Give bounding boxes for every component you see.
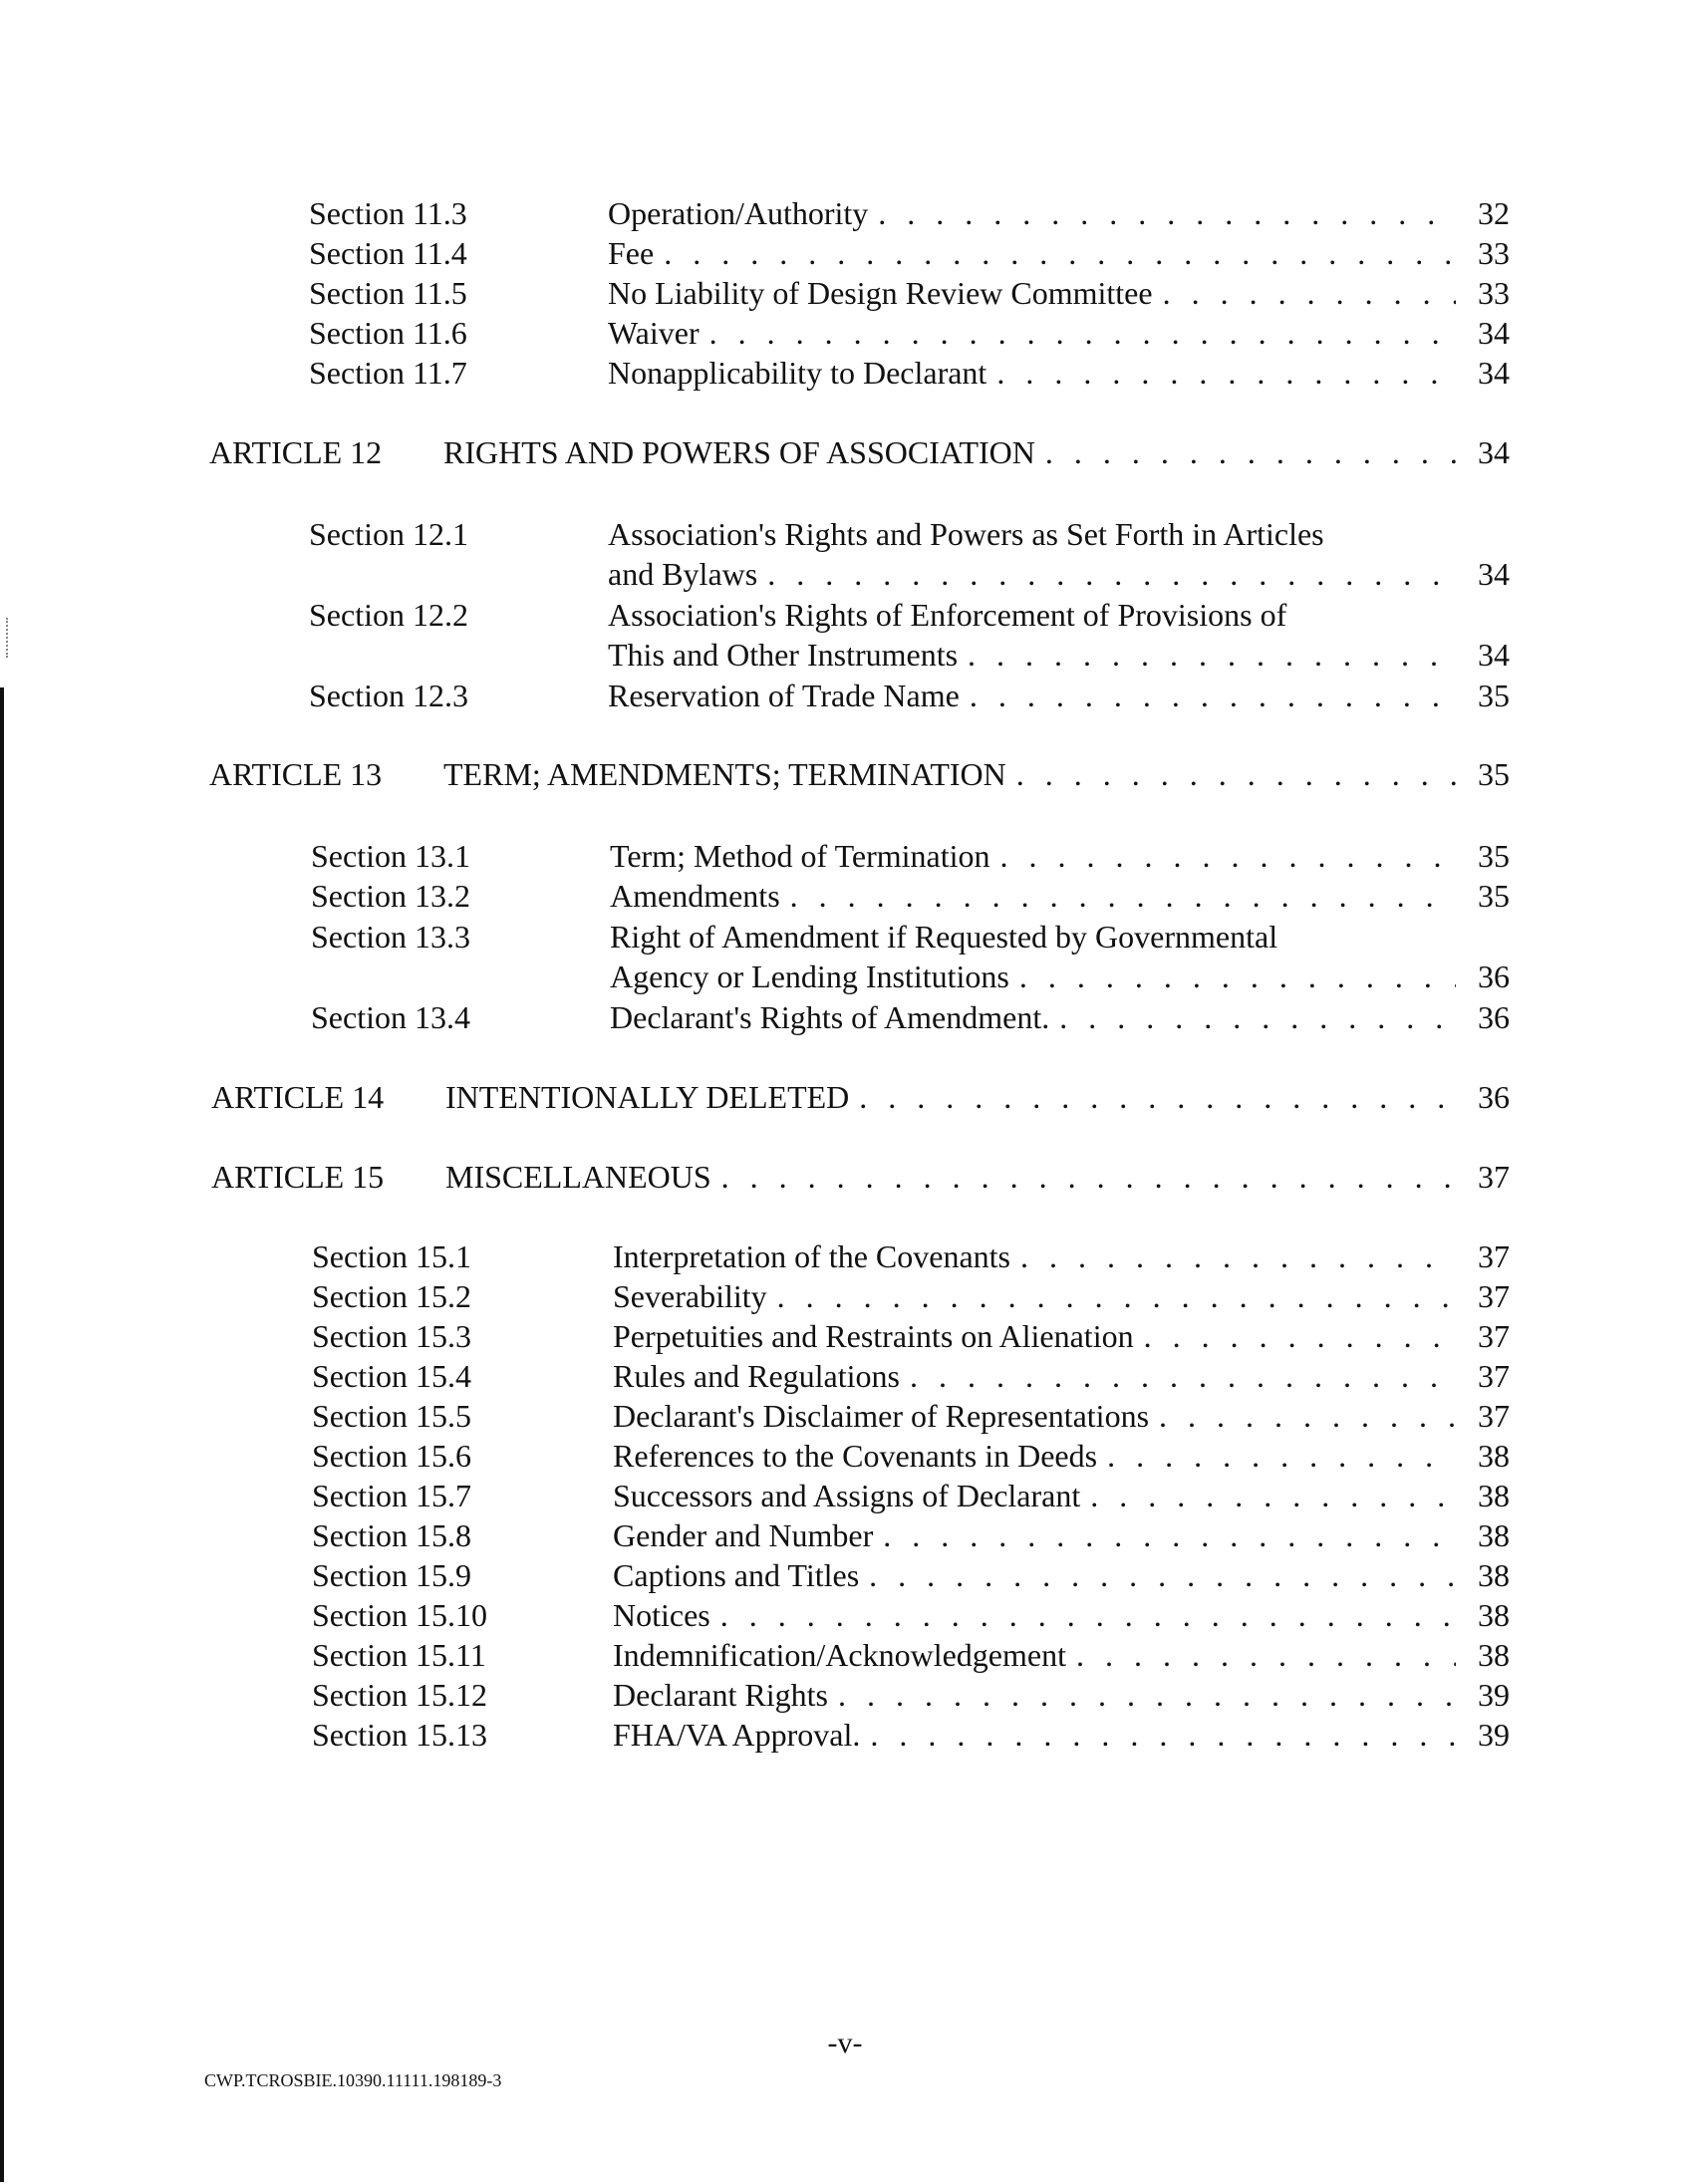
entry-number: Section 15.9 (312, 1557, 471, 1593)
entry-page-number: 39 (1478, 1677, 1510, 1713)
entry-title: Reservation of Trade Name (608, 678, 960, 713)
entry-page-number: 36 (1478, 999, 1510, 1035)
dot-leader (1020, 1236, 1456, 1276)
entry-title-row (613, 1555, 1510, 1595)
entry-page-number: 34 (1478, 355, 1510, 391)
toc-entry-section-13-3[interactable] (0, 917, 1690, 996)
entry-page-number: 37 (1478, 1358, 1510, 1394)
entry-title-row (608, 554, 1510, 594)
entry-page-number: 35 (1478, 838, 1510, 874)
entry-number: Section 15.10 (312, 1597, 487, 1633)
toc-entry-article-13[interactable] (0, 754, 1690, 794)
article-title: TERM; AMENDMENTS; TERMINATION (443, 756, 1006, 792)
toc-entry-section-15-12[interactable] (0, 1675, 1690, 1715)
entry-title: Severability (613, 1278, 767, 1314)
entry-title-row (610, 836, 1510, 876)
toc-entry-article-12[interactable] (0, 432, 1690, 472)
toc-entry-section-15-6[interactable] (0, 1436, 1690, 1476)
entry-number: Section 15.7 (312, 1478, 471, 1513)
dot-leader (996, 353, 1456, 393)
entry-number: Section 11.3 (309, 195, 467, 231)
entry-title: References to the Covenants in Deeds (613, 1438, 1098, 1474)
entry-page-number: 37 (1478, 1278, 1510, 1314)
toc-entry-section-13-2[interactable] (0, 876, 1690, 916)
entry-number: Section 15.8 (312, 1517, 471, 1553)
entry-title-row (608, 635, 1510, 675)
entry-page-number: 36 (1478, 958, 1510, 994)
entry-number: Section 11.6 (309, 315, 467, 351)
dot-leader (883, 1515, 1456, 1555)
entry-title: Successors and Assigns of Declarant (613, 1478, 1081, 1513)
entry-page-number: 33 (1478, 235, 1510, 271)
toc-entry-section-12-1[interactable] (0, 514, 1690, 594)
toc-entry-section-13-1[interactable] (0, 836, 1690, 876)
entry-title-row (613, 1396, 1510, 1436)
entry-number: Section 15.11 (312, 1637, 486, 1673)
article-number: ARTICLE 14 (211, 1079, 385, 1115)
entry-title: Declarant's Rights of Amendment. (610, 999, 1050, 1035)
entry-page-number: 35 (1478, 678, 1510, 713)
entry-title-row (613, 1436, 1510, 1476)
dot-leader (721, 1157, 1456, 1197)
entry-title-row (613, 1236, 1510, 1276)
entry-title: Indemnification/Acknowledgement (613, 1637, 1066, 1673)
entry-number: Section 11.4 (309, 235, 467, 271)
entry-page-number: 38 (1478, 1597, 1510, 1633)
dot-leader (1016, 754, 1456, 794)
dot-leader (968, 635, 1456, 675)
dot-leader (1059, 997, 1456, 1037)
toc-entry-section-15-5[interactable] (0, 1396, 1690, 1436)
entry-title-row (613, 1715, 1510, 1755)
dot-leader (970, 676, 1456, 715)
article-title: MISCELLANEOUS (445, 1159, 711, 1195)
dot-leader (838, 1675, 1456, 1715)
entry-title-row (613, 1515, 1510, 1555)
entry-title-row (613, 1316, 1510, 1356)
entry-title-first-line: Association's Rights of Enforcement of Provisions of (608, 597, 1287, 633)
entry-title-row (443, 754, 1510, 794)
toc-entry-section-15-11[interactable] (0, 1635, 1690, 1675)
entry-page-number: 37 (1478, 1238, 1510, 1274)
dot-leader (664, 233, 1456, 273)
entry-title: Rules and Regulations (613, 1358, 900, 1394)
entry-number: Section 13.4 (311, 999, 470, 1035)
dot-leader (1107, 1436, 1456, 1476)
entry-title-row (613, 1635, 1510, 1675)
entry-title: Fee (608, 235, 655, 271)
entry-title: Interpretation of the Covenants (613, 1238, 1010, 1274)
entry-title-row (608, 273, 1510, 313)
toc-entry-section-15-9[interactable] (0, 1555, 1690, 1595)
footer-document-code: CWP.TCROSBIE.10390.11111.198189-3 (204, 2070, 502, 2090)
dot-leader (1163, 273, 1456, 313)
toc-entry-section-15-10[interactable] (0, 1595, 1690, 1635)
dot-leader (790, 876, 1456, 916)
toc-entry-section-15-1[interactable] (0, 1236, 1690, 1276)
article-number: ARTICLE 13 (209, 756, 383, 792)
dot-leader (1090, 1476, 1456, 1515)
toc-entry-article-15[interactable] (0, 1157, 1690, 1197)
entry-number: Section 15.1 (312, 1238, 471, 1274)
toc-entry-section-11-4[interactable] (0, 233, 1690, 273)
entry-number: Section 15.2 (312, 1278, 471, 1314)
entry-title: Gender and Number (613, 1517, 874, 1553)
toc-entry-section-15-13[interactable] (0, 1715, 1690, 1755)
entry-title: Perpetuities and Restraints on Alienation (613, 1318, 1134, 1354)
entry-title-row (445, 1157, 1510, 1197)
toc-entry-section-12-3[interactable] (0, 676, 1690, 715)
dot-leader (1144, 1316, 1456, 1356)
entry-page-number: 38 (1478, 1637, 1510, 1673)
entry-number: Section 11.5 (309, 275, 467, 311)
entry-page-number: 38 (1478, 1517, 1510, 1553)
entry-page-number: 34 (1478, 637, 1510, 673)
entry-title: Term; Method of Termination (610, 838, 990, 874)
entry-page-number: 34 (1478, 315, 1510, 351)
entry-title-row (443, 432, 1510, 472)
dot-leader (777, 1276, 1456, 1316)
toc-entry-section-15-3[interactable] (0, 1316, 1690, 1356)
article-title: INTENTIONALLY DELETED (445, 1079, 850, 1115)
entry-title-row (608, 353, 1510, 393)
entry-page-number: 33 (1478, 275, 1510, 311)
entry-number: Section 15.13 (312, 1717, 487, 1753)
entry-number: Section 15.5 (312, 1398, 471, 1434)
entry-title-row (613, 1595, 1510, 1635)
entry-page-number: 35 (1478, 756, 1510, 792)
entry-title: Declarant Rights (613, 1677, 828, 1713)
dot-leader (1019, 956, 1456, 996)
toc-entry-section-15-4[interactable] (0, 1356, 1690, 1396)
dot-leader (910, 1356, 1456, 1396)
entry-page-number: 38 (1478, 1478, 1510, 1513)
footer-page-label: -v- (827, 2027, 863, 2059)
entry-number: Section 12.2 (309, 597, 468, 633)
entry-title-row (610, 997, 1510, 1037)
toc-entry-section-13-4[interactable] (0, 997, 1690, 1037)
entry-number: Section 15.3 (312, 1318, 471, 1354)
entry-title: Operation/Authority (608, 195, 869, 231)
entry-title: FHA/VA Approval. (613, 1717, 861, 1753)
entry-page-number: 35 (1478, 878, 1510, 914)
entry-number: Section 15.12 (312, 1677, 487, 1713)
article-number: ARTICLE 12 (209, 434, 383, 470)
entry-number: Section 12.1 (309, 516, 468, 552)
entry-page-number: 37 (1478, 1159, 1510, 1195)
entry-number: Section 15.6 (312, 1438, 471, 1474)
dot-leader (767, 554, 1456, 594)
dot-leader (859, 1077, 1456, 1117)
entry-page-number: 37 (1478, 1318, 1510, 1354)
entry-title-row (610, 956, 1510, 996)
entry-title-row (445, 1077, 1510, 1117)
entry-title-row (613, 1356, 1510, 1396)
dot-leader (869, 1555, 1456, 1595)
entry-page-number: 34 (1478, 556, 1510, 592)
toc-entry-section-12-2[interactable] (0, 595, 1690, 675)
entry-title: Nonapplicability to Declarant (608, 355, 987, 391)
article-number: ARTICLE 15 (211, 1159, 385, 1195)
entry-page-number: 39 (1478, 1717, 1510, 1753)
article-title: RIGHTS AND POWERS OF ASSOCIATION (443, 434, 1035, 470)
dot-leader (720, 1595, 1456, 1635)
entry-title: Amendments (610, 878, 780, 914)
entry-number: Section 12.3 (309, 678, 468, 713)
entry-title-first-line: Right of Amendment if Requested by Governmental (610, 919, 1278, 955)
entry-title: Waiver (608, 315, 700, 351)
dot-leader (1076, 1635, 1456, 1675)
entry-title: Agency or Lending Institutions (610, 958, 1009, 994)
toc-entry-section-15-8[interactable] (0, 1515, 1690, 1555)
toc-entry-section-15-7[interactable] (0, 1476, 1690, 1515)
entry-number: Section 13.1 (311, 838, 470, 874)
entry-title: Declarant's Disclaimer of Representations (613, 1398, 1150, 1434)
entry-title-row (610, 876, 1510, 916)
entry-title: and Bylaws (608, 556, 758, 592)
entry-page-number: 32 (1478, 195, 1510, 231)
entry-title-row (613, 1276, 1510, 1316)
entry-title: No Liability of Design Review Committee (608, 275, 1153, 311)
entry-title-row (613, 1675, 1510, 1715)
entry-title: Captions and Titles (613, 1557, 860, 1593)
toc-entry-section-11-5[interactable] (0, 273, 1690, 313)
entry-page-number: 34 (1478, 434, 1510, 470)
toc-entry-article-14[interactable] (0, 1077, 1690, 1117)
entry-title-row (608, 233, 1510, 273)
entry-title-first-line: Association's Rights and Powers as Set Forth in Articles (608, 516, 1324, 552)
entry-title: This and Other Instruments (608, 637, 959, 673)
entry-title-row (613, 1476, 1510, 1515)
entry-title: Notices (613, 1597, 710, 1633)
entry-title-row (608, 313, 1510, 353)
entry-number: Section 15.4 (312, 1358, 471, 1394)
dot-leader (1000, 836, 1456, 876)
dot-leader (878, 193, 1456, 233)
entry-title-row (608, 676, 1510, 715)
dot-leader (870, 1715, 1456, 1755)
entry-title-row (608, 193, 1510, 233)
entry-page-number: 38 (1478, 1438, 1510, 1474)
toc-entry-section-11-3[interactable] (0, 193, 1690, 233)
entry-number: Section 11.7 (309, 355, 467, 391)
dot-leader (709, 313, 1456, 353)
entry-number: Section 13.2 (311, 878, 470, 914)
entry-page-number: 37 (1478, 1398, 1510, 1434)
toc-entry-section-11-7[interactable] (0, 353, 1690, 393)
toc-entry-section-11-6[interactable] (0, 313, 1690, 353)
dot-leader (1045, 432, 1456, 472)
entry-page-number: 38 (1478, 1557, 1510, 1593)
toc-entry-section-15-2[interactable] (0, 1276, 1690, 1316)
entry-page-number: 36 (1478, 1079, 1510, 1115)
dot-leader (1159, 1396, 1456, 1436)
entry-number: Section 13.3 (311, 919, 470, 955)
